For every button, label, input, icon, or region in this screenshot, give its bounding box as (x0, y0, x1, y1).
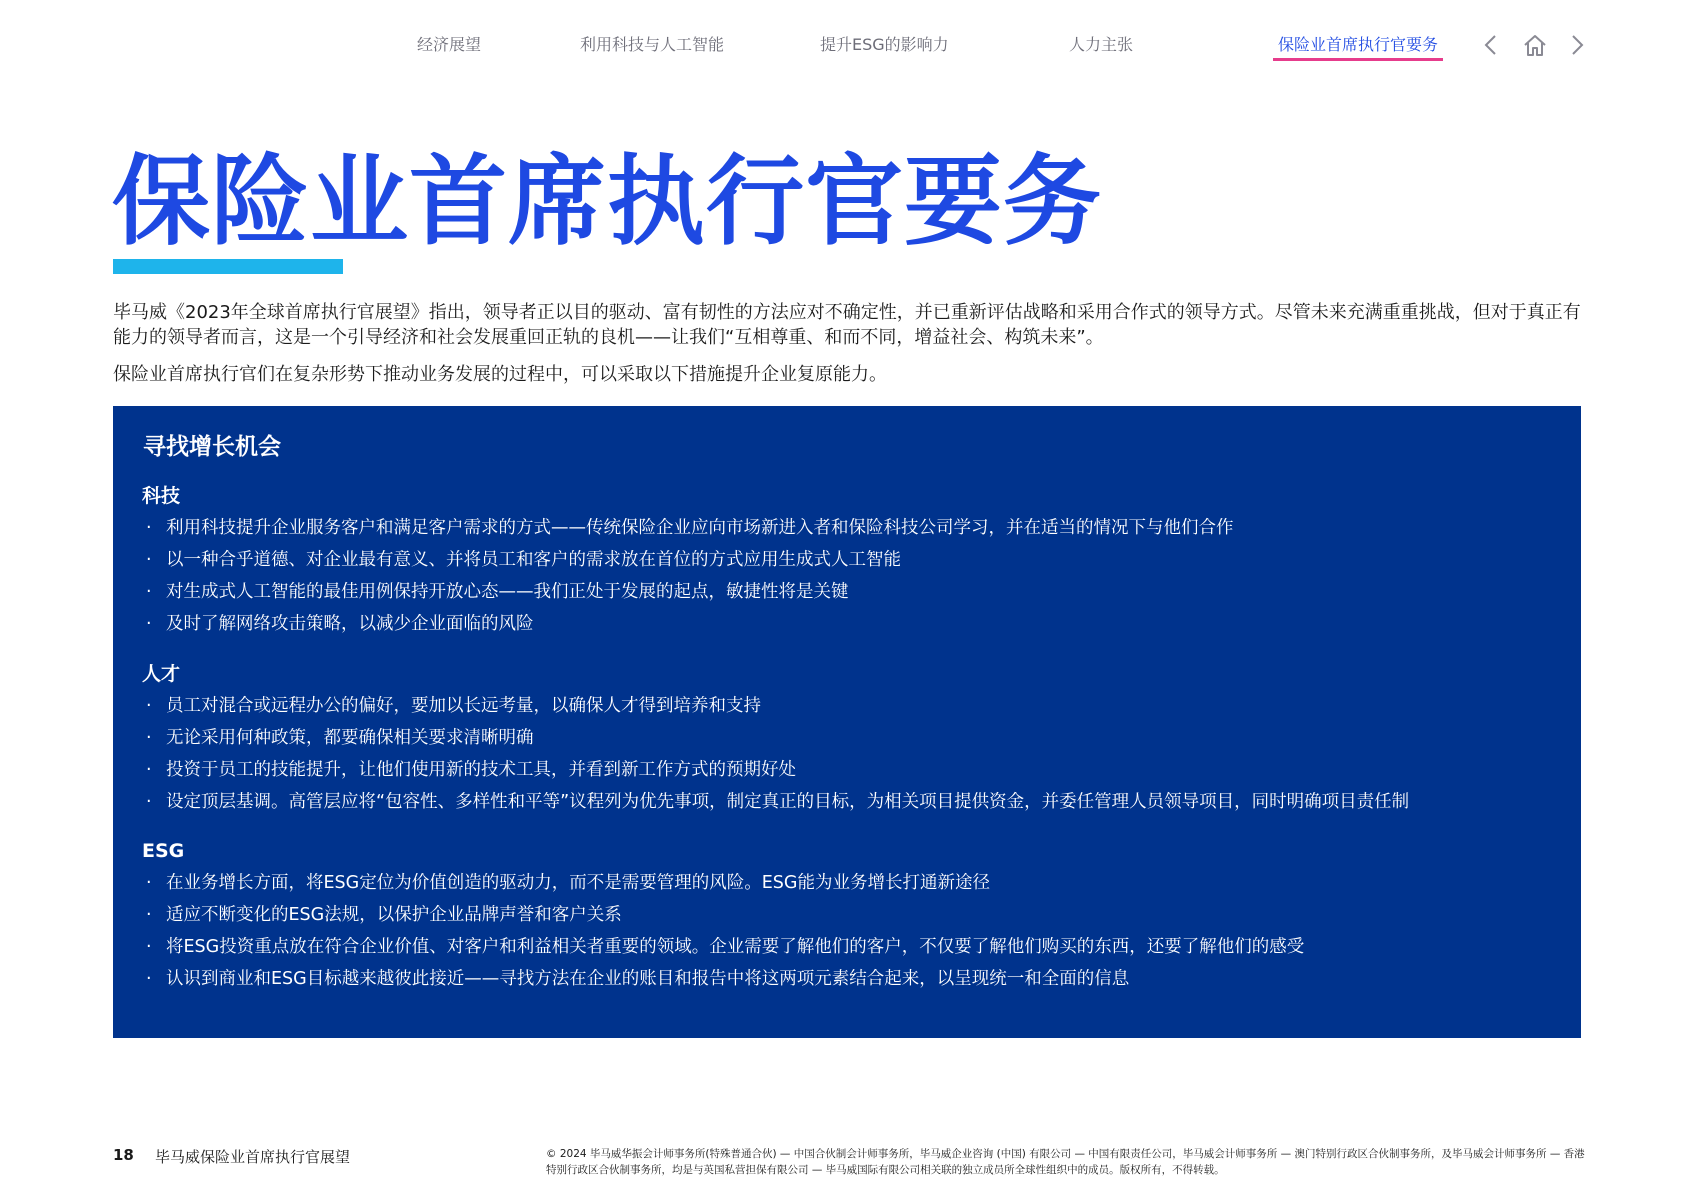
section-title: 人才 (142, 663, 181, 685)
bullet-list (142, 512, 1562, 640)
bullet-list (142, 867, 1562, 995)
panel-title: 寻找增长机会 (143, 434, 281, 460)
list-item: · 对生成式人工智能的最佳用例保持开放心态——我们正处于发展的起点，敏捷性将是关键 (146, 582, 849, 602)
section-title: ESG (142, 840, 185, 862)
active-tab-underline (1273, 58, 1443, 61)
page-number: 18 (113, 1146, 134, 1164)
list-item: · 无论采用何种政策，都要确保相关要求清晰明确 (146, 728, 534, 748)
intro-paragraph: 毕马威《2023年全球首席执行官展望》指出，领导者正以目的驱动、富有韧性的方法应对不确定性，并已重新评估战略和采用合作式的领导方式。尽管未来充满重重挑战，但对于真正有能力的领导者而言，这是一个引导经济和社会发展重回正轨的良机——让我们“互相尊重、和而不同，增益社会、构筑未来”。 (113, 302, 1581, 348)
top-navigation (0, 0, 1683, 90)
nav-item-talent[interactable]: 人力主张 (1069, 35, 1134, 54)
list-item: · 以一种合乎道德、对企业最有意义、并将员工和客户的需求放在首位的方式应用生成式人工智能 (146, 550, 901, 570)
list-item: · 在业务增长方面，将ESG定位为价值创造的驱动力，而不是需要管理的风险。ESG能为业务增长打通新途径 (146, 873, 990, 893)
list-item: · 员工对混合或远程办公的偏好，要加以长远考量，以确保人才得到培养和支持 (146, 696, 761, 716)
page-title: 保险业首席执行官要务 (112, 145, 1103, 259)
nav-item-ceo-imperatives[interactable]: 保险业首席执行官要务 (1278, 35, 1439, 54)
section-title: 科技 (142, 485, 181, 507)
list-item: · 将ESG投资重点放在符合企业价值、对客户和利益相关者重要的领域。企业需要了解他们的客户，不仅要了解他们购买的东西，还要了解他们的感受 (146, 937, 1305, 957)
title-accent-bar (113, 259, 343, 274)
intro-paragraph-2: 保险业首席执行官们在复杂形势下推动业务发展的过程中，可以采取以下措施提升企业复原能力。 (113, 364, 887, 385)
section-talent (142, 660, 1562, 818)
growth-opportunities-panel (113, 406, 1581, 1038)
nav-item-economic-outlook[interactable]: 经济展望 (417, 35, 482, 54)
list-item: · 及时了解网络攻击策略，以减少企业面临的风险 (146, 614, 534, 634)
home-icon[interactable] (1520, 30, 1550, 60)
list-item: · 设定顶层基调。高管层应将“包容性、多样性和平等”议程列为优先事项，制定真正的目标，为相关项目提供资金，并委任管理人员领导项目，同时明确项目责任制 (146, 792, 1410, 812)
bullet-list (142, 690, 1562, 818)
nav-item-esg-impact[interactable]: 提升ESG的影响力 (820, 35, 949, 54)
list-item: · 适应不断变化的ESG法规，以保护企业品牌声誉和客户关系 (146, 905, 622, 925)
copyright-notice: © 2024 毕马威华振会计师事务所(特殊普通合伙) — 中国合伙制会计师事务所，毕马威企业咨询 (中国) 有限公司 — 中国有限责任公司，毕马威会计师事务所 — 澳门特别行政区合伙制事务所，及毕马威会计师事务所 — 香港特别行政区合伙制事务所，均是与英国私营担保有限公司 — 毕马威国际有限公司相关联的独立成员所全球性组织中的成员。版权所有，不得转载。 (546, 1148, 1585, 1176)
list-item: · 投资于员工的技能提升，让他们使用新的技术工具，并看到新工作方式的预期好处 (146, 760, 796, 780)
list-item: · 认识到商业和ESG目标越来越彼此接近——寻找方法在企业的账目和报告中将这两项元素结合起来，以呈现统一和全面的信息 (146, 969, 1130, 989)
section-technology (142, 482, 1562, 640)
section-esg (142, 837, 1562, 995)
footer (0, 1140, 1683, 1190)
list-item: · 利用科技提升企业服务客户和满足客户需求的方式——传统保险企业应向市场新进入者和保险科技公司学习，并在适当的情况下与他们合作 (146, 518, 1234, 538)
chevron-right-icon[interactable] (1562, 30, 1592, 60)
chevron-left-icon[interactable] (1476, 30, 1506, 60)
document-name: 毕马威保险业首席执行官展望 (155, 1148, 351, 1166)
nav-item-technology-ai[interactable]: 利用科技与人工智能 (580, 35, 725, 54)
